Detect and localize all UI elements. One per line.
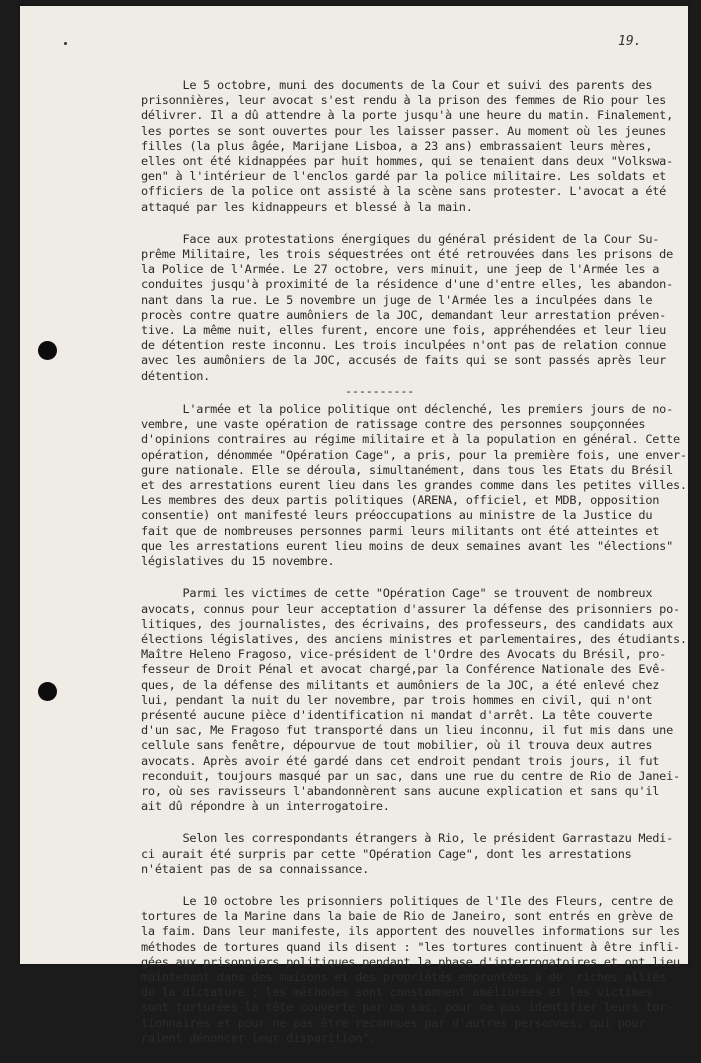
paragraph-2 <box>141 232 701 384</box>
text-line: détention. <box>141 368 211 383</box>
text-line: procès contre quatre aumôniers de la JOC, demandant leur arrestation préven- <box>141 307 667 322</box>
text-line: tionnaires et pour ne pas être reconnues par d'autres personnes, qui pour- <box>141 1015 653 1030</box>
text-line: gen" à l'intérieur de l'enclos gardé par la police militaire. Les soldats et <box>141 169 667 184</box>
text-line: d'un sac, Me Fragoso fut transporté dans un lieu inconnu, il fut mis dans une <box>141 723 673 738</box>
text-line: avec les aumôniers de la JOC, accusés de faits qui se sont passés après leur <box>141 353 667 368</box>
text-line: de détention reste inconnu. Les trois inculpées n'ont pas de relation connue <box>141 338 667 353</box>
text-line: Maître Heleno Fragoso, vice-président de l'Ordre des Avocats du Brésil, pro- <box>141 647 667 662</box>
text-line: gure nationale. Elle se déroula, simultanément, dans tous les Etats du Brésil <box>141 462 673 477</box>
punch-hole-top <box>38 341 57 360</box>
text-line: la faim. Dans leur manifeste, ils apportent des nouvelles informations sur les <box>141 924 680 939</box>
text-line: n'étaient pas de sa connaissance. <box>141 861 369 876</box>
text-line: d'opinions contraires au régime militaire et à la population en général. Cette <box>141 432 680 447</box>
text-line: les portes se sont ouvertes pour les laisser passer. Au moment où les jeunes <box>141 123 667 138</box>
paragraph-4 <box>141 586 701 814</box>
text-line: Le 5 octobre, muni des documents de la Cour et suivi des parents des <box>141 78 653 92</box>
text-line: maintenant dans des maisons et des propriétés empruntées à de riches alliés <box>141 969 667 984</box>
text-line: la Police de l'Armée. Le 27 octobre, vers minuit, une jeep de l'Armée les a <box>141 262 660 277</box>
paragraph-1 <box>141 78 701 215</box>
text-line: vembre, une vaste opération de ratissage contre des personnes soupçonnées <box>141 417 646 432</box>
text-line: nant dans la rue. Le 5 novembre un juge de l'Armée les a inculpées dans le <box>141 292 653 307</box>
text-line: ques, de la défense des militants et aumôniers de la JOC, a été enlevé chez <box>141 677 660 692</box>
paragraph-6 <box>141 894 701 1046</box>
text-line: législatives du 15 novembre. <box>141 554 335 569</box>
text-line: Selon les correspondants étrangers à Rio, le président Garrastazu Medi- <box>141 831 673 846</box>
text-line: sont torturées la tête couverte par un sac, pour ne pas identifier leurs tor- <box>141 1000 673 1015</box>
text-line: et des arrestations eurent lieu dans les grandes comme dans les petites villes. <box>141 478 687 493</box>
text-line: ci aurait été surpris par cette "Opération Cage", dont les arrestations <box>141 846 632 861</box>
text-line: Les membres des deux partis politiques (ARENA, officiel, et MDB, opposition <box>141 493 660 508</box>
text-line: élections législatives, des anciens ministres et parlementaires, des étudiants. <box>141 631 687 646</box>
document-page <box>20 6 688 1045</box>
paragraph-3 <box>141 402 701 569</box>
page-number: 19. <box>618 34 642 49</box>
text-line: L'armée et la police politique ont déclenché, les premiers jours de no- <box>141 402 673 417</box>
text-line: litiques, des journalistes, des écrivains, des professeurs, des candidats aux <box>141 616 673 631</box>
text-line: présenté aucune pièce d'identification ni mandat d'arrêt. La tête couverte <box>141 707 653 722</box>
text-line: ro, où ses ravisseurs l'abandonnèrent sans aucune explication et sans qu'il <box>141 783 660 798</box>
text-line: officiers de la police ont assisté à la scène sans protester. L'avocat a été <box>141 184 667 199</box>
text-line: fait que de nombreuses personnes parmi leurs militants ont été atteintes et <box>141 523 660 538</box>
paragraph-5 <box>141 831 701 877</box>
text-line: opération, dénommée "Opération Cage", a pris, pour la première fois, une enver- <box>141 447 687 462</box>
text-line: gées aux prisonniers politiques pendant la phase d'interrogatoires et ont lieu <box>141 954 680 969</box>
text-line: méthodes de tortures quand ils disent : "les tortures continuent à être infli- <box>141 939 680 954</box>
text-line: filles (la plus âgée, Marijane Lisboa, a 23 ans) embrassaient leurs mères, <box>141 138 653 153</box>
punch-hole-bottom <box>38 682 57 701</box>
text-line: ait dû répondre à un interrogatoire. <box>141 799 390 814</box>
text-line: cellule sans fenêtre, dépourvue de tout mobilier, où il trouva deux autres <box>141 738 653 753</box>
text-line: Face aux protestations énergiques du général président de la Cour Su- <box>141 231 660 246</box>
section-separator: ---------- <box>345 383 415 398</box>
text-line: tive. La même nuit, elles furent, encore une fois, appréhendées et leur lieu <box>141 323 667 338</box>
text-line: que les arrestations eurent lieu moins de deux semaines avant les "élections" <box>141 538 673 553</box>
text-line: raient dénoncer leur disparition". <box>141 1030 376 1045</box>
text-line: reconduit, toujours masqué par un sac, dans une rue du centre de Rio de Janei- <box>141 768 680 783</box>
page-mark <box>64 42 67 45</box>
text-line: délivrer. Il a dû attendre à la porte jusqu'à une heure du matin. Finalement, <box>141 108 673 123</box>
text-line: avocats, connus pour leur acceptation d'assurer la défense des prisonniers po- <box>141 601 680 616</box>
document-body <box>141 78 701 1063</box>
text-line: attaqué par les kidnappeurs et blessé à la main. <box>141 199 473 214</box>
text-line: elles ont été kidnappées par huit hommes, qui se tenaient dans deux "Volkswa- <box>141 154 673 169</box>
text-line: consentie) ont manifesté leurs préoccupations au ministre de la Justice du <box>141 508 653 523</box>
text-line: de la dictature ; les méthodes sont constamment améliorées et les victimes <box>141 985 653 1000</box>
text-line: lui, pendant la nuit du ler novembre, par trois hommes en civil, qui n'ont <box>141 692 653 707</box>
text-line: avocats. Après avoir été gardé dans cet endroit pendant trois jours, il fut <box>141 753 660 768</box>
text-line: conduites jusqu'à proximité de la résidence d'une d'entre elles, les abandon- <box>141 277 673 292</box>
text-line: Le 10 octobre les prisonniers politiques de l'Ile des Fleurs, centre de <box>141 893 673 908</box>
text-line: prême Militaire, les trois séquestrées ont été retrouvées dans les prisons de <box>141 247 673 262</box>
text-line: Parmi les victimes de cette "Opération Cage" se trouvent de nombreux <box>141 586 653 601</box>
text-line: prisonnières, leur avocat s'est rendu à la prison des femmes de Rio pour les <box>141 93 667 108</box>
text-line: fesseur de Droit Pénal et avocat chargé,par la Conférence Nationale des Evê- <box>141 662 667 677</box>
text-line: tortures de la Marine dans la baie de Rio de Janeiro, sont entrés en grève de <box>141 909 673 924</box>
